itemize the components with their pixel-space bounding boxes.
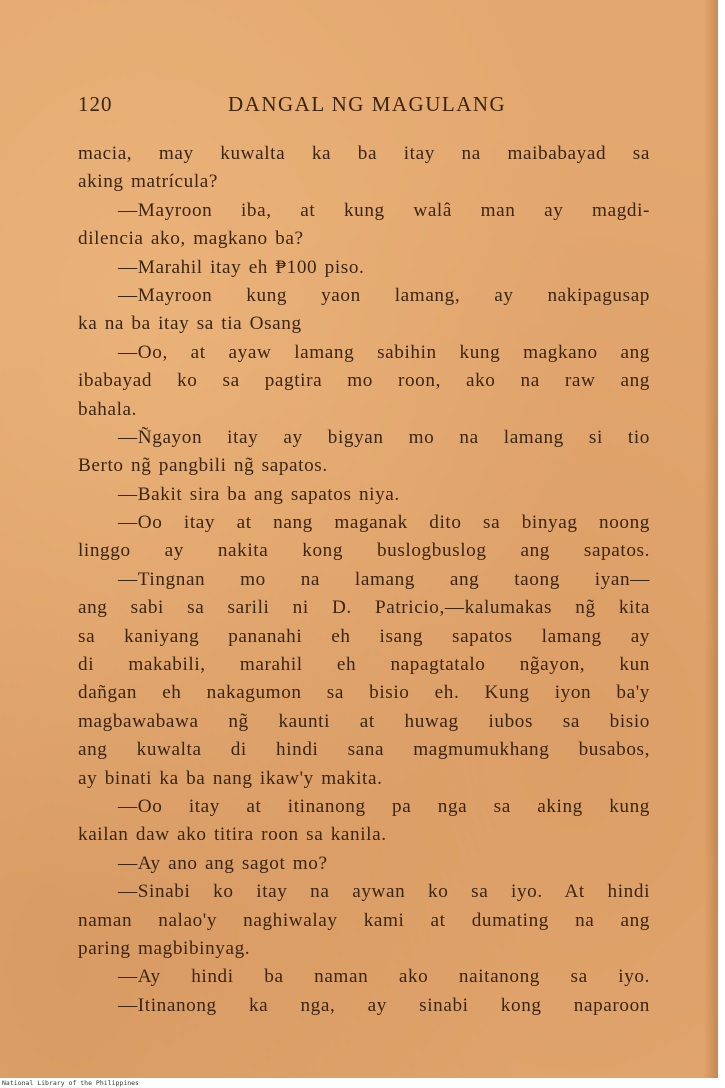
library-footer: National Library of the Philippines [2, 1079, 139, 1087]
text-line: —Itinanong ka nga, ay sinabi kong naparoon [118, 994, 650, 1016]
text-line: dañgan eh nakagumon sa bisio eh. Kung iyon ba'y [78, 682, 650, 704]
running-head [78, 92, 658, 122]
text-line: dilencia ako, magkano ba? [78, 228, 304, 250]
text-line: ibabayad ko sa pagtira mo roon, ako na raw ang [78, 370, 650, 392]
text-line: ang sabi sa sarili ni D. Patricio,—kalumakas ng̃ kita [78, 597, 650, 619]
text-line: —Marahil itay eh ₱100 piso. [118, 256, 365, 278]
text-line: magbawabawa ng̃ kaunti at huwag iubos sa bisio [78, 710, 650, 732]
text-line: —Oo, at ayaw lamang sabihin kung magkano ang [118, 341, 650, 363]
text-line: sa kaniyang pananahi eh isang sapatos lamang ay [78, 625, 650, 647]
text-line: ay binati ka ba nang ikaw'y makita. [78, 767, 383, 789]
text-line: aking matrícula? [78, 171, 218, 193]
text-line: —Oo itay at nang maganak dito sa binyag noong [118, 512, 650, 534]
book-title: DANGAL NG MAGULANG [228, 92, 507, 116]
text-line: Berto ng̃ pangbili ng̃ sapatos. [78, 455, 328, 477]
text-line: —Ñgayon itay ay bigyan mo na lamang si tio [118, 426, 650, 448]
page-edge-shadow [704, 0, 718, 1078]
text-line: paring magbibinyag. [78, 937, 251, 959]
text-line: —Sinabi ko itay na aywan ko sa iyo. At hindi [118, 881, 650, 903]
text-line: naman nalao'y naghiwalay kami at dumating na ang [78, 909, 650, 931]
text-line: —Tingnan mo na lamang ang taong iyan— [118, 568, 650, 590]
text-line: —Ay hindi ba naman ako naitanong sa iyo. [118, 966, 650, 988]
page-number: 120 [78, 92, 113, 116]
text-line: —Mayroon iba, at kung walâ man ay magdi- [118, 199, 650, 221]
text-line: kailan daw ako titira roon sa kanila. [78, 824, 387, 846]
text-line: di makabili, marahil eh napagtatalo ng̃ayon, kun [78, 654, 650, 676]
text-line: —Mayroon kung yaon lamang, ay nakipagusap [118, 284, 650, 306]
text-line: bahala. [78, 398, 138, 420]
text-line: macia, may kuwalta ka ba itay na maibabayad sa [78, 143, 650, 164]
text-line: ang kuwalta di hindi sana magmumukhang busabos, [78, 739, 650, 761]
text-line: ka na ba itay sa tia Osang [78, 313, 302, 335]
text-line: linggo ay nakita kong buslogbuslog ang sapatos. [78, 540, 650, 562]
text-line: —Ay ano ang sagot mo? [118, 852, 328, 874]
text-line: —Bakit sira ba ang sapatos niya. [118, 483, 400, 505]
text-line: —Oo itay at itinanong pa nga sa aking kung [118, 795, 650, 817]
page-body-text [78, 140, 650, 1020]
